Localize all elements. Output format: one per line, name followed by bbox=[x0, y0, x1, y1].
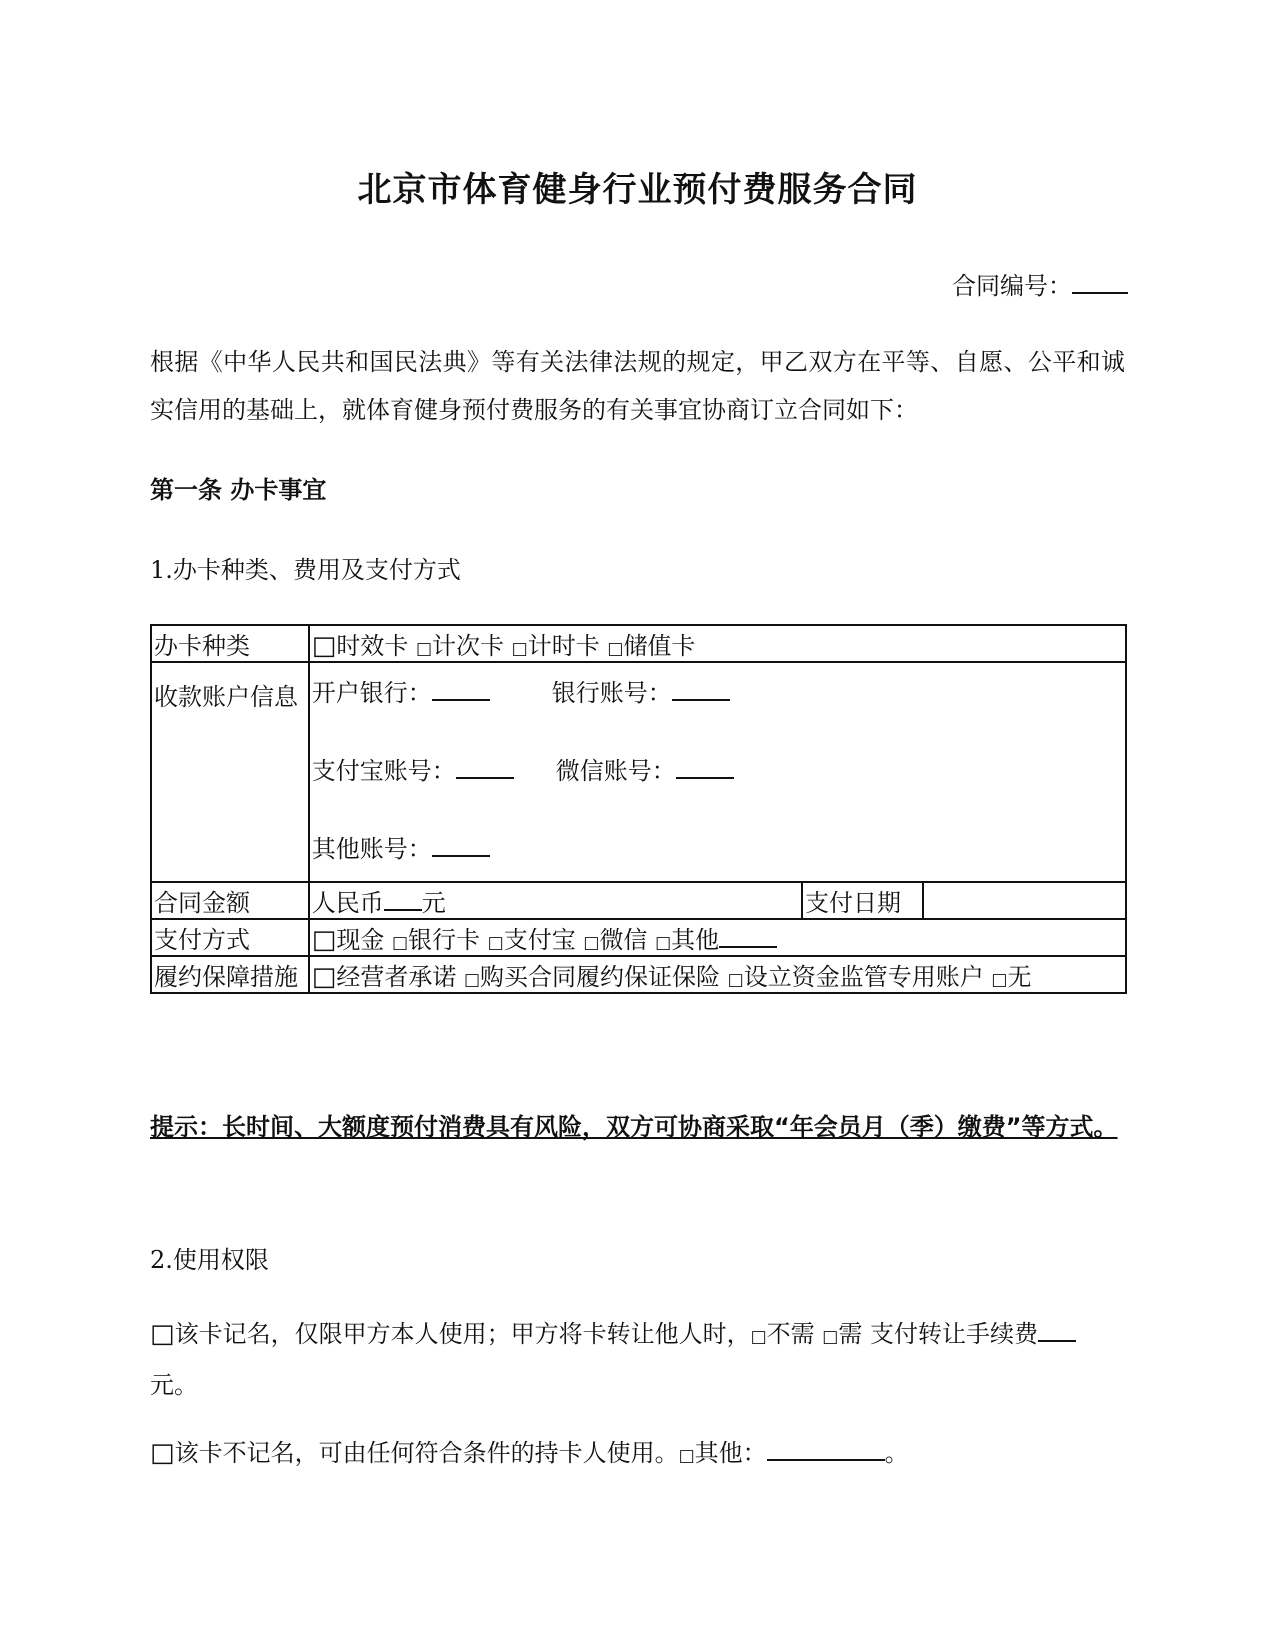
risk-notice: 提示：长时间、大额度预付消费具有风险，双方可协商采取“年会员月（季）缴费”等方式。 bbox=[150, 1113, 1118, 1141]
account-details bbox=[309, 662, 1126, 882]
bank-account-label: 银行账号： bbox=[551, 679, 672, 707]
other-usage-end: 。 bbox=[884, 1439, 909, 1467]
checkbox-icon[interactable]: □ bbox=[678, 1446, 695, 1466]
bank-label: 开户银行： bbox=[311, 679, 432, 707]
named-card-paragraph bbox=[150, 1310, 1110, 1409]
checkbox-icon[interactable]: □ bbox=[727, 970, 744, 990]
article-1-heading: 第一条 办卡事宜 bbox=[150, 476, 327, 504]
pay-date-value[interactable] bbox=[923, 882, 1126, 919]
checkbox-icon[interactable]: □ bbox=[607, 639, 624, 659]
wechat-blank[interactable] bbox=[676, 755, 734, 779]
contract-number-label: 合同编号： bbox=[952, 272, 1072, 300]
section-1-number: 1. bbox=[150, 556, 173, 584]
table-row-guarantee bbox=[151, 956, 1126, 993]
other-account-label: 其他账号： bbox=[311, 835, 432, 863]
contract-number-blank[interactable] bbox=[1072, 270, 1128, 294]
pay-date-label: 支付日期 bbox=[802, 882, 923, 919]
section-1-heading bbox=[150, 550, 461, 585]
option-operator-promise: 经营者承诺 bbox=[336, 963, 457, 991]
card-type-label: 办卡种类 bbox=[151, 625, 309, 662]
checkbox-icon[interactable]: □ bbox=[750, 1327, 767, 1347]
option-bank-card: 银行卡 bbox=[408, 926, 481, 954]
checkbox-icon[interactable]: □ bbox=[311, 962, 337, 992]
unnamed-card-paragraph bbox=[150, 1433, 1110, 1468]
amount-label: 合同金额 bbox=[151, 882, 309, 919]
option-stored-value-card: 储值卡 bbox=[623, 632, 696, 660]
option-fee: 需 bbox=[838, 1320, 863, 1348]
table-row-card-type bbox=[151, 625, 1126, 662]
alipay-label: 支付宝账号： bbox=[311, 757, 456, 785]
checkbox-icon[interactable]: □ bbox=[583, 933, 600, 953]
named-card-text: 该卡记名，仅限甲方本人使用；甲方将卡转让他人时， bbox=[174, 1320, 751, 1348]
option-count-card: 计次卡 bbox=[432, 632, 505, 660]
section-2-heading bbox=[150, 1240, 269, 1275]
option-insurance: 购买合同履约保证保险 bbox=[480, 963, 721, 991]
transfer-fee-blank[interactable] bbox=[1038, 1318, 1076, 1342]
option-time-card: 时效卡 bbox=[336, 632, 409, 660]
option-hourly-card: 计时卡 bbox=[527, 632, 600, 660]
card-type-options bbox=[309, 625, 1126, 662]
checkbox-icon[interactable]: □ bbox=[150, 1319, 175, 1349]
checkbox-icon[interactable]: □ bbox=[655, 933, 672, 953]
payment-other-blank[interactable] bbox=[719, 924, 777, 948]
checkbox-icon[interactable]: □ bbox=[391, 933, 409, 953]
payment-options bbox=[309, 919, 1126, 956]
unnamed-card-text: 该卡不记名，可由任何符合条件的持卡人使用。 bbox=[174, 1439, 679, 1467]
checkbox-icon[interactable]: □ bbox=[150, 1438, 175, 1468]
account-line-other bbox=[312, 819, 1125, 881]
wechat-label: 微信账号： bbox=[555, 757, 676, 785]
transfer-fee-text: 支付转让手续费 bbox=[862, 1320, 1038, 1348]
checkbox-icon[interactable]: □ bbox=[822, 1327, 839, 1347]
bank-account-blank[interactable] bbox=[672, 677, 730, 701]
guarantee-options bbox=[309, 956, 1126, 993]
bank-blank[interactable] bbox=[432, 677, 490, 701]
account-line-bank bbox=[312, 663, 1125, 741]
contract-number bbox=[952, 266, 1128, 301]
amount-blank[interactable] bbox=[384, 887, 422, 911]
amount-value bbox=[309, 882, 802, 919]
table-row-account bbox=[151, 662, 1126, 882]
option-other: 其他 bbox=[671, 926, 720, 954]
option-wechat: 微信 bbox=[599, 926, 648, 954]
table-row-payment bbox=[151, 919, 1126, 956]
amount-prefix: 人民币 bbox=[311, 889, 384, 917]
checkbox-icon[interactable]: □ bbox=[991, 970, 1008, 990]
option-alipay: 支付宝 bbox=[503, 926, 576, 954]
table-row-amount bbox=[151, 882, 1126, 919]
option-cash: 现金 bbox=[336, 926, 385, 954]
document-title: 北京市体育健身行业预付费服务合同 bbox=[357, 170, 918, 210]
checkbox-icon[interactable]: □ bbox=[511, 639, 528, 659]
other-account-blank[interactable] bbox=[432, 833, 490, 857]
checkbox-icon[interactable]: □ bbox=[487, 933, 504, 953]
account-label: 收款账户信息 bbox=[151, 662, 309, 882]
other-usage-label: 其他： bbox=[694, 1439, 767, 1467]
section-2-number: 2. bbox=[150, 1246, 173, 1274]
section-2-text: 使用权限 bbox=[172, 1246, 269, 1274]
transfer-fee-unit: 元。 bbox=[150, 1371, 198, 1399]
alipay-blank[interactable] bbox=[456, 755, 514, 779]
guarantee-label: 履约保障措施 bbox=[151, 956, 309, 993]
amount-suffix: 元 bbox=[421, 889, 446, 917]
checkbox-icon[interactable]: □ bbox=[311, 925, 337, 955]
checkbox-icon[interactable]: □ bbox=[415, 639, 433, 659]
option-escrow-account: 设立资金监管专用账户 bbox=[743, 963, 984, 991]
intro-paragraph: 根据《中华人民共和国民法典》等有关法律法规的规定，甲乙双方在平等、自愿、公平和诚实信用的基础上，就体育健身预付费服务的有关事宜协商订立合同如下： bbox=[150, 348, 1125, 424]
payment-label: 支付方式 bbox=[151, 919, 309, 956]
option-no-fee: 不需 bbox=[766, 1320, 815, 1348]
section-1-text: 办卡种类、费用及支付方式 bbox=[172, 556, 461, 584]
checkbox-icon[interactable]: □ bbox=[311, 631, 337, 661]
account-line-alipay bbox=[312, 741, 1125, 819]
card-info-table bbox=[150, 624, 1127, 994]
option-none: 无 bbox=[1007, 963, 1032, 991]
other-usage-blank[interactable] bbox=[767, 1437, 885, 1461]
checkbox-icon[interactable]: □ bbox=[463, 970, 481, 990]
